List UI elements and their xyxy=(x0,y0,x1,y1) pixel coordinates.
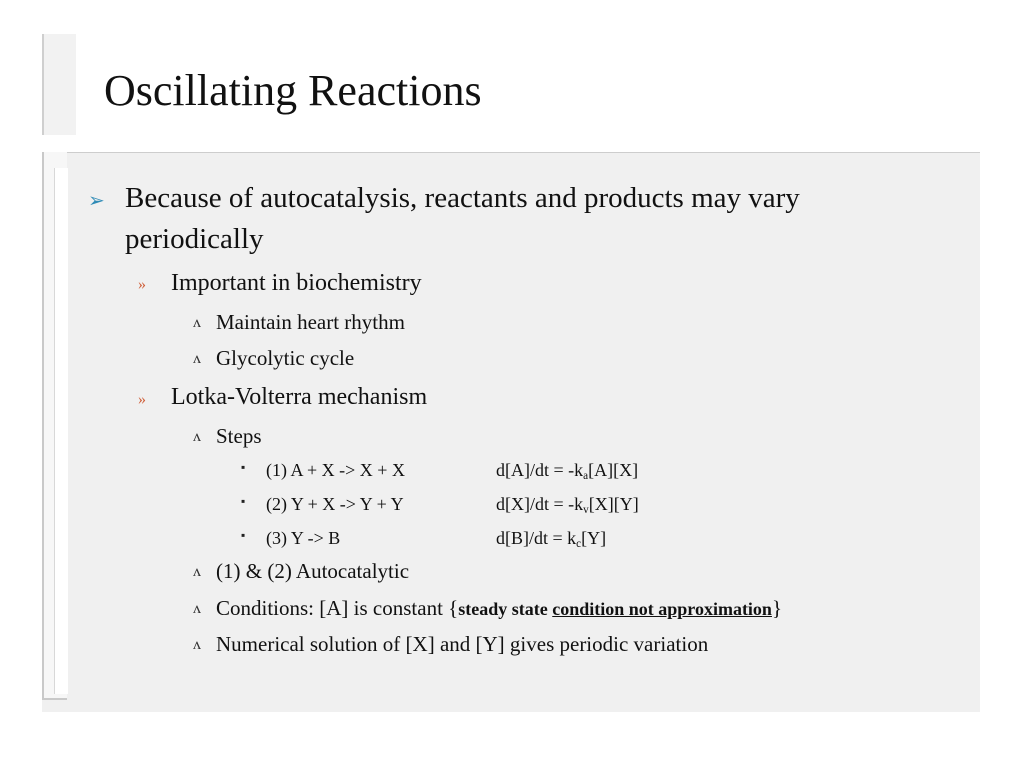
step-1-reaction: (1) A + X -> X + X xyxy=(266,460,405,480)
bullet-glycolytic-cycle: Glycolytic cycle xyxy=(216,346,355,370)
chevron-bullet-icon: » xyxy=(138,276,146,293)
caret-bullet-icon: ʌ xyxy=(193,636,201,653)
caret-bullet-icon: ʌ xyxy=(193,314,201,331)
step-2-rate: $d[X]/dt = -k_v[X][Y]$ xyxy=(496,494,639,516)
bullet-lotka-volterra: Lotka-Volterra mechanism xyxy=(171,384,428,410)
panel-left-inner xyxy=(54,168,68,694)
bullet-steps: Steps xyxy=(216,424,262,448)
caret-bullet-icon: ʌ xyxy=(193,428,201,445)
caret-bullet-icon: ʌ xyxy=(193,563,201,580)
arrow-bullet-icon: ➢ xyxy=(88,190,105,212)
bullet-autocatalysis-line1: Because of autocatalysis, reactants and products may vary xyxy=(125,182,800,214)
step-3-reaction: (3) Y -> B xyxy=(266,528,341,548)
square-bullet-icon: ▪ xyxy=(241,528,246,542)
step-2-reaction: (2) Y + X -> Y + Y xyxy=(266,494,404,514)
bullet-biochemistry: Important in biochemistry xyxy=(171,270,422,296)
step-1-rate: $d[A]/dt = -k_a[A][X]$ xyxy=(496,460,639,482)
bullet-heart-rhythm: Maintain heart rhythm xyxy=(216,310,405,334)
bullet-numerical-solution: Numerical solution of [X] and [Y] gives periodic variation xyxy=(216,632,709,656)
title-accent-bar xyxy=(42,34,76,135)
step-3-rate: $d[B]/dt = k_c[Y]$ xyxy=(496,528,607,550)
square-bullet-icon: ▪ xyxy=(241,494,246,508)
chevron-bullet-icon: » xyxy=(138,391,146,408)
bullet-autocatalytic: (1) & (2) Autocatalytic xyxy=(216,559,410,583)
caret-bullet-icon: ʌ xyxy=(193,600,201,617)
bullet-autocatalysis-line2: periodically xyxy=(125,223,264,255)
square-bullet-icon: ▪ xyxy=(241,460,246,474)
slide-title: Oscillating Reactions xyxy=(104,66,482,115)
caret-bullet-icon: ʌ xyxy=(193,350,201,367)
bullet-conditions: Conditions: [A] is constant {steady state condition not approximation} xyxy=(216,596,783,620)
